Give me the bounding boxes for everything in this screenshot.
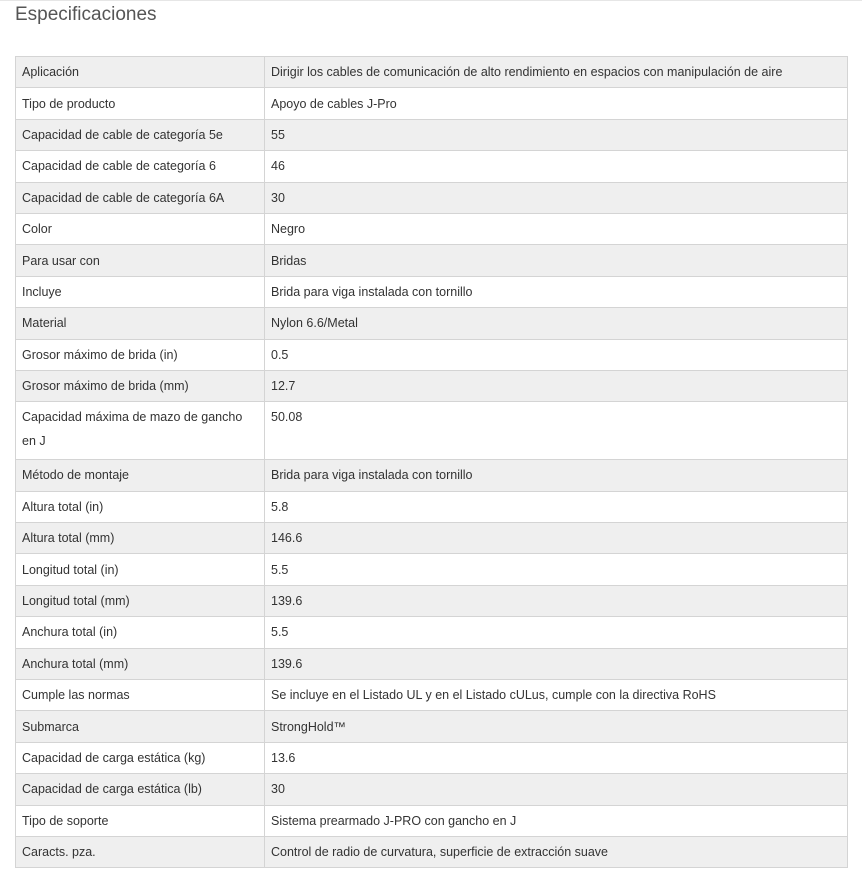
spec-row — [16, 276, 848, 307]
spec-label: Grosor máximo de brida (mm) — [16, 370, 265, 401]
spec-value: Apoyo de cables J-Pro — [265, 88, 848, 119]
spec-value: 30 — [265, 774, 848, 805]
spec-row — [16, 370, 848, 401]
spec-row — [16, 460, 848, 491]
spec-row — [16, 88, 848, 119]
spec-row — [16, 308, 848, 339]
spec-label: Material — [16, 308, 265, 339]
spec-row — [16, 680, 848, 711]
spec-label: Para usar con — [16, 245, 265, 276]
spec-value: Bridas — [265, 245, 848, 276]
spec-label: Tipo de soporte — [16, 805, 265, 836]
spec-row — [16, 648, 848, 679]
spec-value: Negro — [265, 213, 848, 244]
spec-row — [16, 213, 848, 244]
spec-label: Método de montaje — [16, 460, 265, 491]
top-divider — [0, 0, 862, 1]
spec-value: 50.08 — [265, 402, 848, 460]
spec-value: 146.6 — [265, 523, 848, 554]
spec-value: 12.7 — [265, 370, 848, 401]
spec-value: StrongHold™ — [265, 711, 848, 742]
spec-row — [16, 119, 848, 150]
spec-row — [16, 402, 848, 460]
spec-value: 5.8 — [265, 491, 848, 522]
spec-value: 46 — [265, 151, 848, 182]
spec-row — [16, 491, 848, 522]
spec-row — [16, 339, 848, 370]
spec-value: 55 — [265, 119, 848, 150]
spec-row — [16, 742, 848, 773]
spec-label: Incluye — [16, 276, 265, 307]
specifications-table — [15, 56, 848, 868]
spec-label: Capacidad de cable de categoría 6A — [16, 182, 265, 213]
spec-label: Capacidad de carga estática (lb) — [16, 774, 265, 805]
spec-label: Tipo de producto — [16, 88, 265, 119]
spec-row — [16, 57, 848, 88]
section-title: Especificaciones — [15, 4, 157, 25]
spec-row — [16, 711, 848, 742]
spec-label: Anchura total (mm) — [16, 648, 265, 679]
spec-label: Altura total (mm) — [16, 523, 265, 554]
spec-value: Brida para viga instalada con tornillo — [265, 276, 848, 307]
spec-value: 30 — [265, 182, 848, 213]
spec-row — [16, 554, 848, 585]
spec-value: Sistema prearmado J-PRO con gancho en J — [265, 805, 848, 836]
spec-value: Brida para viga instalada con tornillo — [265, 460, 848, 491]
spec-row — [16, 805, 848, 836]
spec-label: Anchura total (in) — [16, 617, 265, 648]
spec-row — [16, 617, 848, 648]
spec-row — [16, 774, 848, 805]
spec-label: Capacidad de carga estática (kg) — [16, 742, 265, 773]
spec-row — [16, 245, 848, 276]
specifications-body — [16, 57, 848, 868]
spec-value: Control de radio de curvatura, superficie de extracción suave — [265, 836, 848, 867]
spec-label: Longitud total (mm) — [16, 585, 265, 616]
spec-label: Aplicación — [16, 57, 265, 88]
spec-row — [16, 182, 848, 213]
spec-label: Capacidad de cable de categoría 6 — [16, 151, 265, 182]
spec-row — [16, 585, 848, 616]
spec-row — [16, 836, 848, 867]
spec-label: Cumple las normas — [16, 680, 265, 711]
spec-value: Se incluye en el Listado UL y en el Listado cULus, cumple con la directiva RoHS — [265, 680, 848, 711]
spec-value: Nylon 6.6/Metal — [265, 308, 848, 339]
spec-label: Submarca — [16, 711, 265, 742]
spec-value: Dirigir los cables de comunicación de alto rendimiento en espacios con manipulación de aire — [265, 57, 848, 88]
spec-value: 139.6 — [265, 585, 848, 616]
spec-row — [16, 151, 848, 182]
spec-value: 139.6 — [265, 648, 848, 679]
spec-row — [16, 523, 848, 554]
spec-value: 5.5 — [265, 554, 848, 585]
spec-label: Longitud total (in) — [16, 554, 265, 585]
spec-value: 5.5 — [265, 617, 848, 648]
spec-label: Capacidad máxima de mazo de gancho en J — [16, 402, 265, 460]
spec-label: Grosor máximo de brida (in) — [16, 339, 265, 370]
spec-label: Altura total (in) — [16, 491, 265, 522]
spec-value: 0.5 — [265, 339, 848, 370]
spec-value: 13.6 — [265, 742, 848, 773]
spec-label: Capacidad de cable de categoría 5e — [16, 119, 265, 150]
spec-label: Color — [16, 213, 265, 244]
spec-label: Caracts. pza. — [16, 836, 265, 867]
